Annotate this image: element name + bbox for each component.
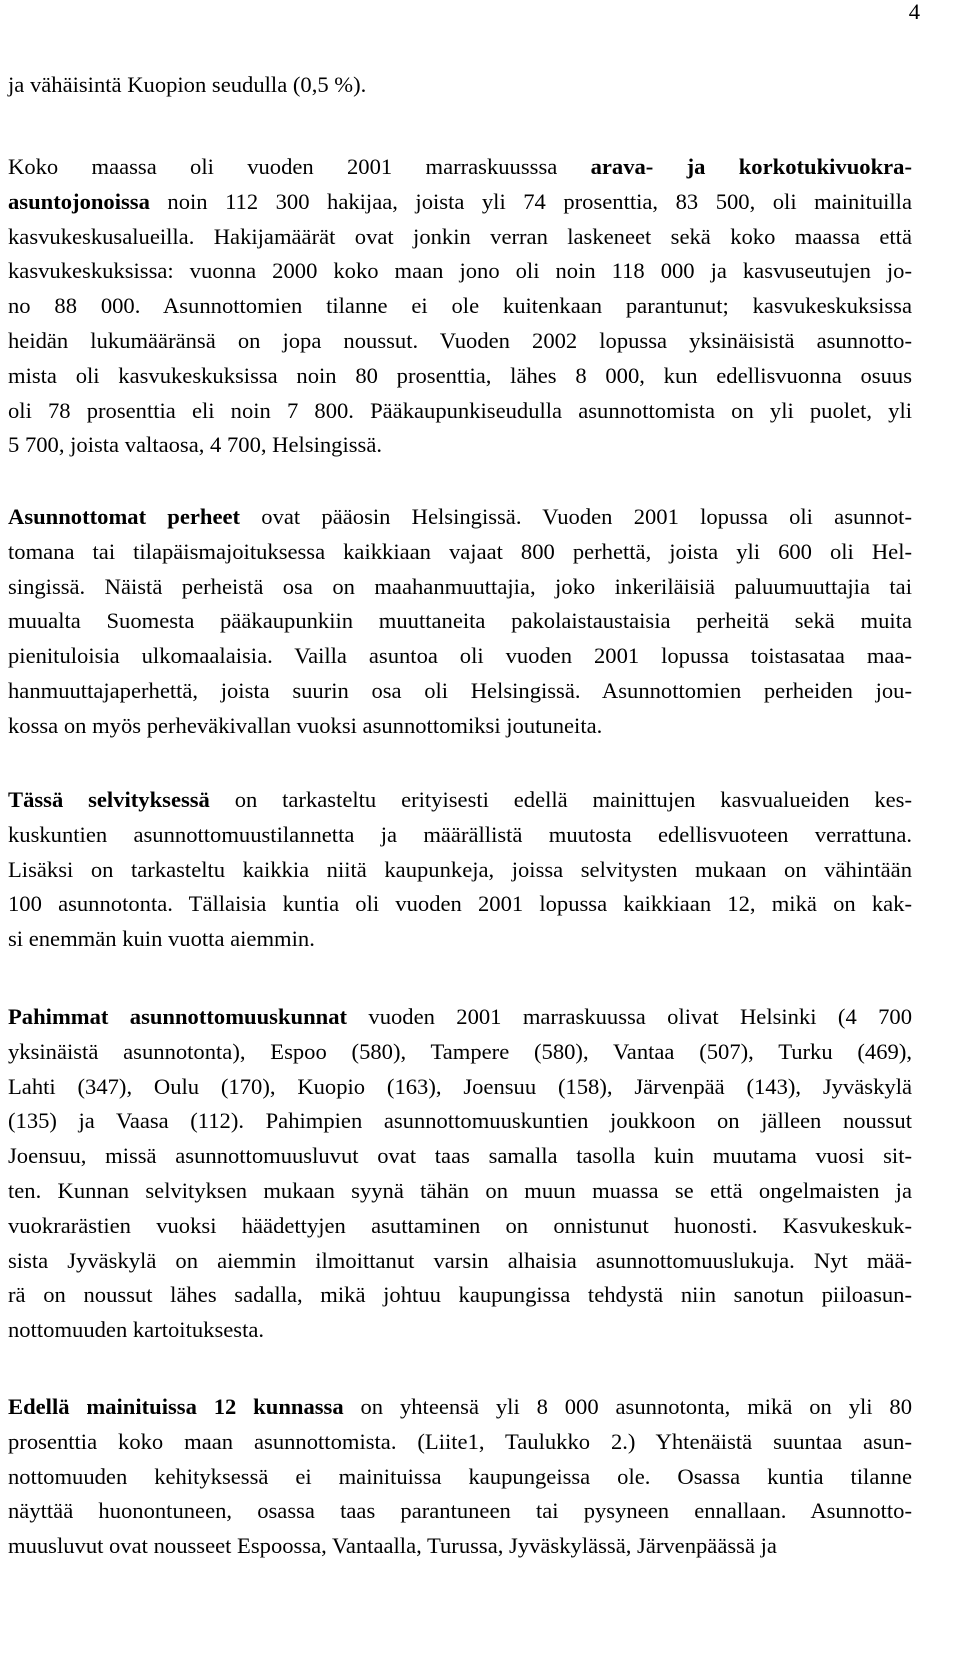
- text-run: ten. Kunnan selvityksen mukaan syynä tähän on muun muassa se että ongelmaisten ja: [8, 1178, 912, 1203]
- text-run: muusluvut ovat nousseet Espoossa, Vantaalla, Turussa, Jyväskylässä, Järvenpäässä ja: [8, 1533, 777, 1559]
- text-line: [8, 1313, 264, 1348]
- bold-phrase: Tässä selvityksessä: [8, 787, 210, 812]
- text-run: 100 asunnotonta. Tällaisia kuntia oli vuoden 2001 lopussa kaikkiaan 12, mikä on kak-: [8, 891, 912, 917]
- text-line: [8, 604, 912, 639]
- text-run: si enemmän kuin vuotta aiemmin.: [8, 926, 315, 952]
- text-run: muualta Suomesta pääkaupunkiin muuttaneita pakolaistaustaisia perheitä sekä muita: [8, 608, 912, 634]
- text-run: nottomuuden kehityksessä ei mainituissa kaupungeissa ole. Osassa kuntia tilanne: [8, 1463, 912, 1489]
- text-run: kasvukeskusalueilla. Hakijamäärät ovat jonkin verran laskeneet sekä koko maassa että: [8, 223, 912, 249]
- text-run: nottomuuden kartoituksesta.: [8, 1317, 265, 1343]
- text-line: [8, 1139, 912, 1174]
- text-line: [8, 1494, 912, 1529]
- bold-phrase: asuntojonoissa: [8, 188, 150, 214]
- text-run: (135) ja Vaasa (112). Pahimpien asunnottomuuskuntien joukkoon on jälleen noussut: [8, 1108, 912, 1134]
- text-line: [8, 1390, 912, 1425]
- text-run: 5 700, joista valtaosa, 4 700, Helsingissä.: [8, 432, 383, 458]
- text-run: Lisäksi on tarkasteltu kaikkia niitä kaupunkeja, joissa selvitysten mukaan on vähintään: [8, 856, 912, 882]
- text-line: [8, 922, 315, 957]
- text-line: [8, 1104, 912, 1139]
- text-run: pienituloisia ulkomaalaisia. Vailla asuntoa oli vuoden 2001 lopussa toistasataa maa-: [8, 643, 912, 669]
- text-run: on yhteensä yli 8 000 asunnotonta, mikä on yli 80: [343, 1394, 913, 1419]
- text-run: ovat pääosin Helsingissä. Vuoden 2001 lopussa oli asunnot-: [240, 504, 912, 529]
- text-run: heidän lukumääränsä on jopa noussut. Vuoden 2002 lopussa yksinäisistä asunnotto-: [8, 328, 912, 353]
- text-run: näyttää huonontuneen, osassa taas parantuneen tai pysyneen ennallaan. Asunnotto-: [8, 1498, 912, 1524]
- text-line: [8, 853, 912, 888]
- text-line: [8, 1174, 912, 1209]
- text-run: no 88 000. Asunnottomien tilanne ei ole kuitenkaan parantunut; kasvukeskuksissa: [8, 293, 912, 319]
- text-line: [8, 1278, 912, 1313]
- text-run: kasvukeskuksissa: vuonna 2000 koko maan jono oli noin 118 000 ja kasvuseutujen jo-: [8, 258, 912, 284]
- text-run: on tarkasteltu erityisesti edellä mainittujen kasvualueiden kes-: [209, 787, 912, 812]
- text-line: [8, 1035, 912, 1070]
- bold-phrase: Asunnottomat perheet: [8, 504, 241, 529]
- text-run: vuoden 2001 marraskuussa olivat Helsinki (4 700: [347, 1004, 912, 1029]
- text-line: [8, 1460, 912, 1495]
- text-line: [8, 570, 912, 605]
- text-line: [8, 220, 912, 255]
- text-line: [8, 709, 602, 744]
- page-number: 4: [908, 0, 920, 24]
- text-line: [8, 1425, 912, 1460]
- text-line: [8, 254, 912, 289]
- text-line: [8, 500, 912, 535]
- text-run: mista oli kasvukeskuksissa noin 80 prosenttia, lähes 8 000, kun edellisvuonna osuus: [8, 362, 912, 388]
- text-run: noin 112 300 hakijaa, joista yli 74 prosenttia, 83 500, oli mainituilla: [149, 188, 912, 214]
- text-line: [8, 289, 912, 324]
- text-line: [8, 1244, 912, 1279]
- text-run: kossa on myös perheväkivallan vuoksi asunnottomiksi joutuneita.: [8, 712, 603, 738]
- text-line: [8, 783, 912, 818]
- text-line: [8, 150, 912, 185]
- text-line: [8, 1209, 912, 1244]
- text-run: yksinäistä asunnotonta), Espoo (580), Tampere (580), Vantaa (507), Turku (469),: [8, 1038, 912, 1064]
- text-line: [8, 1529, 777, 1564]
- text-run: Joensuu, missä asunnottomuusluvut ovat taas samalla tasolla kuin muutama vuosi sit-: [8, 1143, 912, 1169]
- text-run: tomana tai tilapäismajoituksessa kaikkiaan vajaat 800 perhettä, joista yli 600 oli Hel-: [8, 538, 912, 564]
- text-line: [8, 428, 382, 463]
- text-run: kuskuntien asunnottomuustilannetta ja määrällistä muutosta edellisvuoteen verrattuna.: [8, 821, 912, 847]
- text-line: [8, 359, 912, 394]
- bold-phrase: Edellä mainituissa 12 kunnassa: [8, 1394, 344, 1419]
- text-line: [8, 394, 912, 429]
- text-line: [8, 887, 912, 922]
- bold-phrase: arava- ja korkotukivuokra-: [590, 154, 912, 179]
- bold-phrase: Pahimmat asunnottomuuskunnat: [8, 1004, 348, 1029]
- text-line: [8, 1070, 912, 1105]
- text-run: Koko maassa oli vuoden 2001 marraskuusssa: [8, 154, 591, 179]
- text-line: [8, 818, 912, 853]
- text-run: sista Jyväskylä on aiemmin ilmoittanut varsin alhaisia asunnottomuuslukuja. Nyt mää-: [8, 1247, 912, 1273]
- text-line: [8, 535, 912, 570]
- text-line: [8, 68, 366, 103]
- text-line: [8, 185, 912, 220]
- text-line: [8, 639, 912, 674]
- text-run: Lahti (347), Oulu (170), Kuopio (163), Joensuu (158), Järvenpää (143), Jyväskylä: [8, 1073, 912, 1099]
- text-line: [8, 1000, 912, 1035]
- text-run: oli 78 prosenttia eli noin 7 800. Pääkaupunkiseudulla asunnottomista on yli puolet, yli: [8, 397, 912, 423]
- text-run: rä on noussut lähes sadalla, mikä johtuu kaupungissa tehdystä niin sanotun piiloasun-: [8, 1282, 912, 1308]
- text-run: ja vähäisintä Kuopion seudulla (0,5 %).: [8, 72, 367, 97]
- text-run: singissä. Näistä perheistä osa on maahanmuuttajia, joko inkeriläisiä paluumuuttajia tai: [8, 573, 912, 599]
- text-run: hanmuuttajaperhettä, joista suurin osa oli Helsingissä. Asunnottomien perheiden jou-: [8, 678, 912, 703]
- text-run: vuokrarästien vuoksi häädettyjen asuttaminen on onnistunut huonosti. Kasvukeskuk-: [8, 1212, 912, 1238]
- text-line: [8, 324, 912, 359]
- text-run: prosenttia koko maan asunnottomista. (Liite1, Taulukko 2.) Yhtenäistä suuntaa asun-: [8, 1428, 912, 1454]
- text-line: [8, 674, 912, 709]
